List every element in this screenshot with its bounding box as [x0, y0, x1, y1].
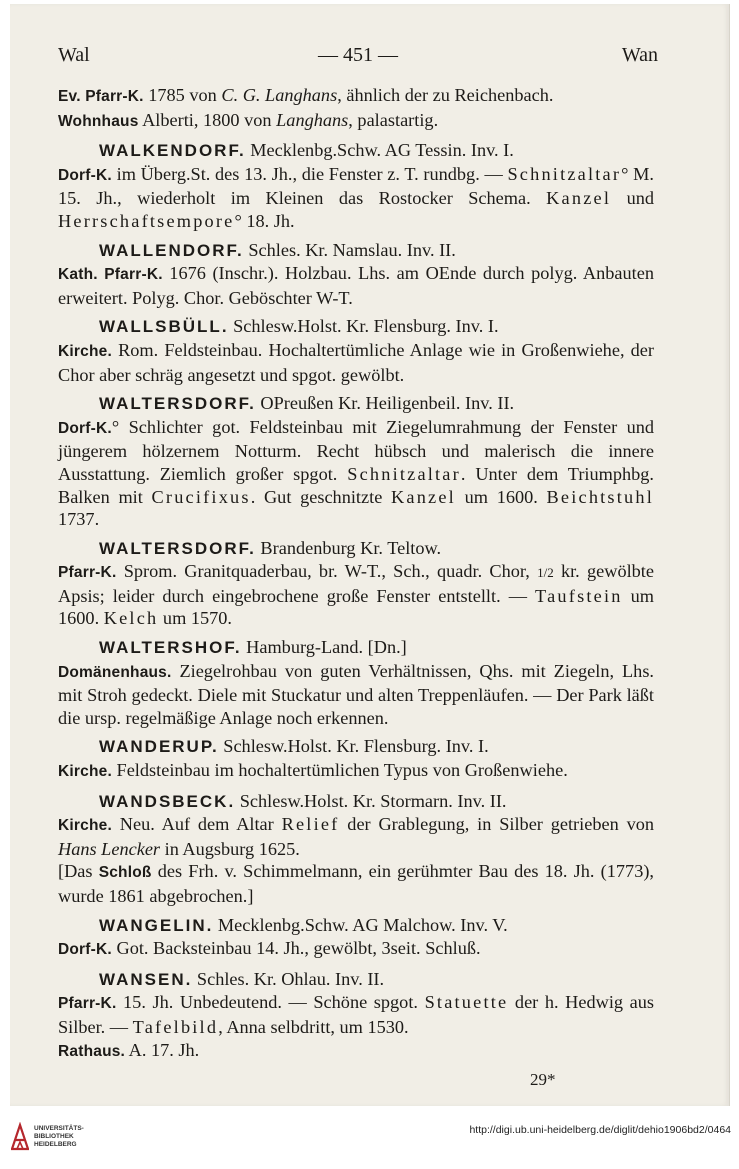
library-name-line: BIBLIOTHEK	[34, 1133, 74, 1140]
scanned-page	[10, 4, 730, 1106]
page-number: — 451 —	[318, 44, 398, 66]
object-term: Kanzel	[391, 486, 456, 507]
text-run: des Frh. v. Schimmelmann, ein gerühmter Bau des 18. Jh. (1773), wurde 1861 abgebrochen.]	[58, 861, 654, 906]
place-name: WALKENDORF.	[99, 141, 246, 161]
text-run: um 1600.	[455, 486, 547, 507]
entry-paragraph	[58, 262, 654, 309]
place-heading	[58, 914, 654, 938]
text-run: 1737.	[58, 509, 100, 530]
object-term: Kanzel	[546, 188, 612, 209]
object-term: Taufstein	[535, 585, 623, 606]
entry-paragraph	[58, 109, 654, 134]
text-run: ° 18. Jh.	[234, 210, 295, 231]
place-name: WALLENDORF.	[99, 240, 244, 260]
library-name-line: UNIVERSITÄTS-	[34, 1125, 84, 1132]
text-run: Ziegelrohbau von guten Verhältnissen, Qhs. mit Ziegeln, Lhs. mit Stroh gedeckt. Diele mit Stuckatur und alten Treppenläufen. — Der Park läßt die ursp. regelmäßige Anlage noch erkennen.	[58, 660, 654, 728]
place-heading	[58, 968, 654, 992]
source-url-link[interactable]: http://digi.ub.uni-heidelberg.de/diglit/dehio1906bd2/0464	[469, 1124, 731, 1136]
entry-paragraph	[58, 416, 654, 531]
place-region: Schles. Kr. Ohlau. Inv. II.	[192, 968, 385, 989]
text-run: der Grablegung, in Silber getrieben von	[339, 814, 654, 835]
text-run: . Gut geschnitzte	[250, 486, 391, 507]
place-region: Schles. Kr. Namslau. Inv. II.	[243, 239, 456, 260]
text-run: in Augsburg 1625.	[160, 838, 300, 859]
building-label: Schloß	[98, 864, 152, 882]
object-term: Relief	[281, 814, 340, 835]
building-label: Pfarr-K.	[58, 995, 117, 1013]
place-name: WALTERSHOF.	[99, 638, 242, 658]
entry-paragraph	[58, 1039, 654, 1064]
building-label: Kath. Pfarr-K.	[58, 266, 163, 284]
object-term: Crucifixus	[151, 486, 251, 507]
library-name	[34, 1125, 84, 1149]
artist-name: Langhans	[276, 109, 349, 130]
text-run: Neu. Auf dem Altar	[111, 814, 282, 835]
artist-name: Hans Lencker	[58, 838, 161, 859]
printer-signature: 29*	[530, 1070, 556, 1089]
viewer-footer	[0, 1107, 739, 1169]
text-run: kr. gewölbte Apsis; leider durch eingebrochene große Fenster entstellt. —	[58, 561, 655, 606]
place-region: Mecklenbg.Schw. AG Malchow. Inv. V.	[213, 914, 508, 935]
running-head-right: Wan	[621, 44, 658, 66]
building-label: Rathaus.	[58, 1042, 126, 1060]
text-run: ° M. 15. Jh., wiederholt im Kleinen das Rostocker Schema.	[58, 163, 654, 209]
building-label: Kirche.	[58, 763, 112, 781]
object-term: Tafelbild	[132, 1016, 219, 1037]
fraction: 1/2	[537, 565, 554, 581]
text-run: 1785 von	[143, 85, 222, 105]
place-heading	[58, 239, 654, 263]
artist-name: C. G. Langhans	[221, 85, 338, 105]
place-name: WANGELIN.	[99, 915, 214, 935]
text-run: , palastartig.	[348, 109, 439, 130]
place-heading	[58, 636, 654, 660]
place-heading	[58, 790, 654, 814]
text-run: Alberti, 1800 von	[138, 109, 277, 130]
building-label: Ev. Pfarr-K.	[58, 88, 144, 105]
object-term: Herrschaftsempore	[58, 210, 235, 231]
place-heading	[58, 735, 654, 759]
object-term: Statuette	[424, 992, 509, 1013]
place-heading	[58, 139, 654, 163]
text-run: 15. Jh. Unbedeutend. — Schöne spgot.	[116, 992, 425, 1013]
place-heading	[58, 392, 654, 416]
text-run: . Unter dem Triumphbg. Balken mit	[58, 463, 654, 507]
building-label: Domänenhaus.	[58, 663, 172, 681]
running-head-left: Wal	[58, 44, 90, 66]
entry-paragraph	[58, 339, 654, 386]
place-region: Schlesw.Holst. Kr. Stormarn. Inv. II.	[235, 790, 507, 811]
place-heading	[58, 315, 654, 339]
object-term: Schnitzaltar	[347, 463, 461, 484]
place-heading	[58, 537, 654, 561]
text-run: Sprom. Granitquaderbau, br. W-T., Sch., quadr. Chor,	[116, 561, 538, 582]
place-region: Mecklenbg.Schw. AG Tessin. Inv. I.	[245, 140, 514, 161]
entry-paragraph	[58, 759, 654, 784]
entry-paragraph	[58, 991, 654, 1038]
text-run: ° Schlichter got. Feldsteinbau mit Ziegelumrahmung der Fenster und jüngerem hölzernem Notturm. Recht hübsch und malerisch die innere Ausstattung. Ziemlich großer spgot.	[58, 416, 654, 484]
text-run: Rom. Feldsteinbau. Hochaltertümliche Anlage wie in Großenwiehe, der Chor aber schräg angesetzt und spgot. gewölbt.	[58, 339, 654, 385]
place-name: WALLSBÜLL.	[99, 317, 229, 337]
library-logo-icon	[9, 1122, 31, 1152]
place-region: Hamburg-Land. [Dn.]	[241, 637, 407, 658]
entry-paragraph	[58, 860, 654, 907]
text-run: [Das	[58, 861, 99, 882]
text-run: im Überg.St. des 13. Jh., die Fenster z. T. rundbg. —	[111, 163, 508, 184]
building-label: Kirche.	[58, 342, 112, 360]
place-region: Schlesw.Holst. Kr. Flensburg. Inv. I.	[228, 316, 499, 337]
place-name: WALTERSDORF.	[99, 394, 256, 414]
building-label: Kirche.	[58, 817, 112, 835]
text-run: der h. Hedwig aus Silber. —	[58, 992, 654, 1037]
entry-paragraph	[58, 813, 654, 860]
library-name-line: HEIDELBERG	[34, 1141, 77, 1148]
entry-paragraph	[58, 84, 654, 109]
building-label: Dorf-K.	[58, 166, 112, 184]
text-run: Feldsteinbau im hochaltertümlichen Typus von Großenwiehe.	[111, 760, 568, 781]
entry-paragraph	[58, 560, 654, 630]
building-label: Pfarr-K.	[58, 564, 117, 582]
place-region: Schlesw.Holst. Kr. Flensburg. Inv. I.	[218, 736, 489, 757]
text-run: 1676 (Inschr.). Holzbau. Lhs. am OEnde durch polyg. Anbauten erweitert. Polyg. Chor. Geböschter W-T.	[58, 263, 654, 308]
object-term: Beichtstuhl	[546, 486, 654, 507]
place-name: WANSEN.	[99, 969, 193, 989]
place-name: WANDSBECK.	[99, 791, 236, 811]
running-head	[58, 44, 658, 70]
entry-paragraph	[58, 163, 654, 233]
page-body	[58, 84, 654, 1063]
object-term: Schnitzaltar	[507, 163, 622, 184]
text-run: Got. Backsteinbau 14. Jh., gewölbt, 3seit. Schluß.	[111, 938, 481, 959]
entry-paragraph	[58, 660, 654, 730]
place-region: OPreußen Kr. Heiligenbeil. Inv. II.	[255, 393, 515, 414]
text-run: um 1570.	[158, 608, 232, 629]
text-run: und	[611, 188, 654, 209]
building-label: Dorf-K.	[58, 419, 112, 437]
text-run: um 1600.	[58, 585, 654, 629]
text-run: , ähnlich der zu Reichenbach.	[337, 85, 554, 105]
object-term: Kelch	[103, 608, 159, 629]
text-run: A. 17. Jh.	[125, 1039, 200, 1060]
building-label: Dorf-K.	[58, 941, 112, 959]
entry-paragraph	[58, 937, 654, 962]
building-label: Wohnhaus	[58, 112, 139, 130]
place-region: Brandenburg Kr. Teltow.	[255, 537, 442, 558]
place-name: WALTERSDORF.	[99, 538, 256, 558]
place-name: WANDERUP.	[99, 737, 219, 757]
text-run: , Anna selbdritt, um 1530.	[218, 1016, 409, 1037]
